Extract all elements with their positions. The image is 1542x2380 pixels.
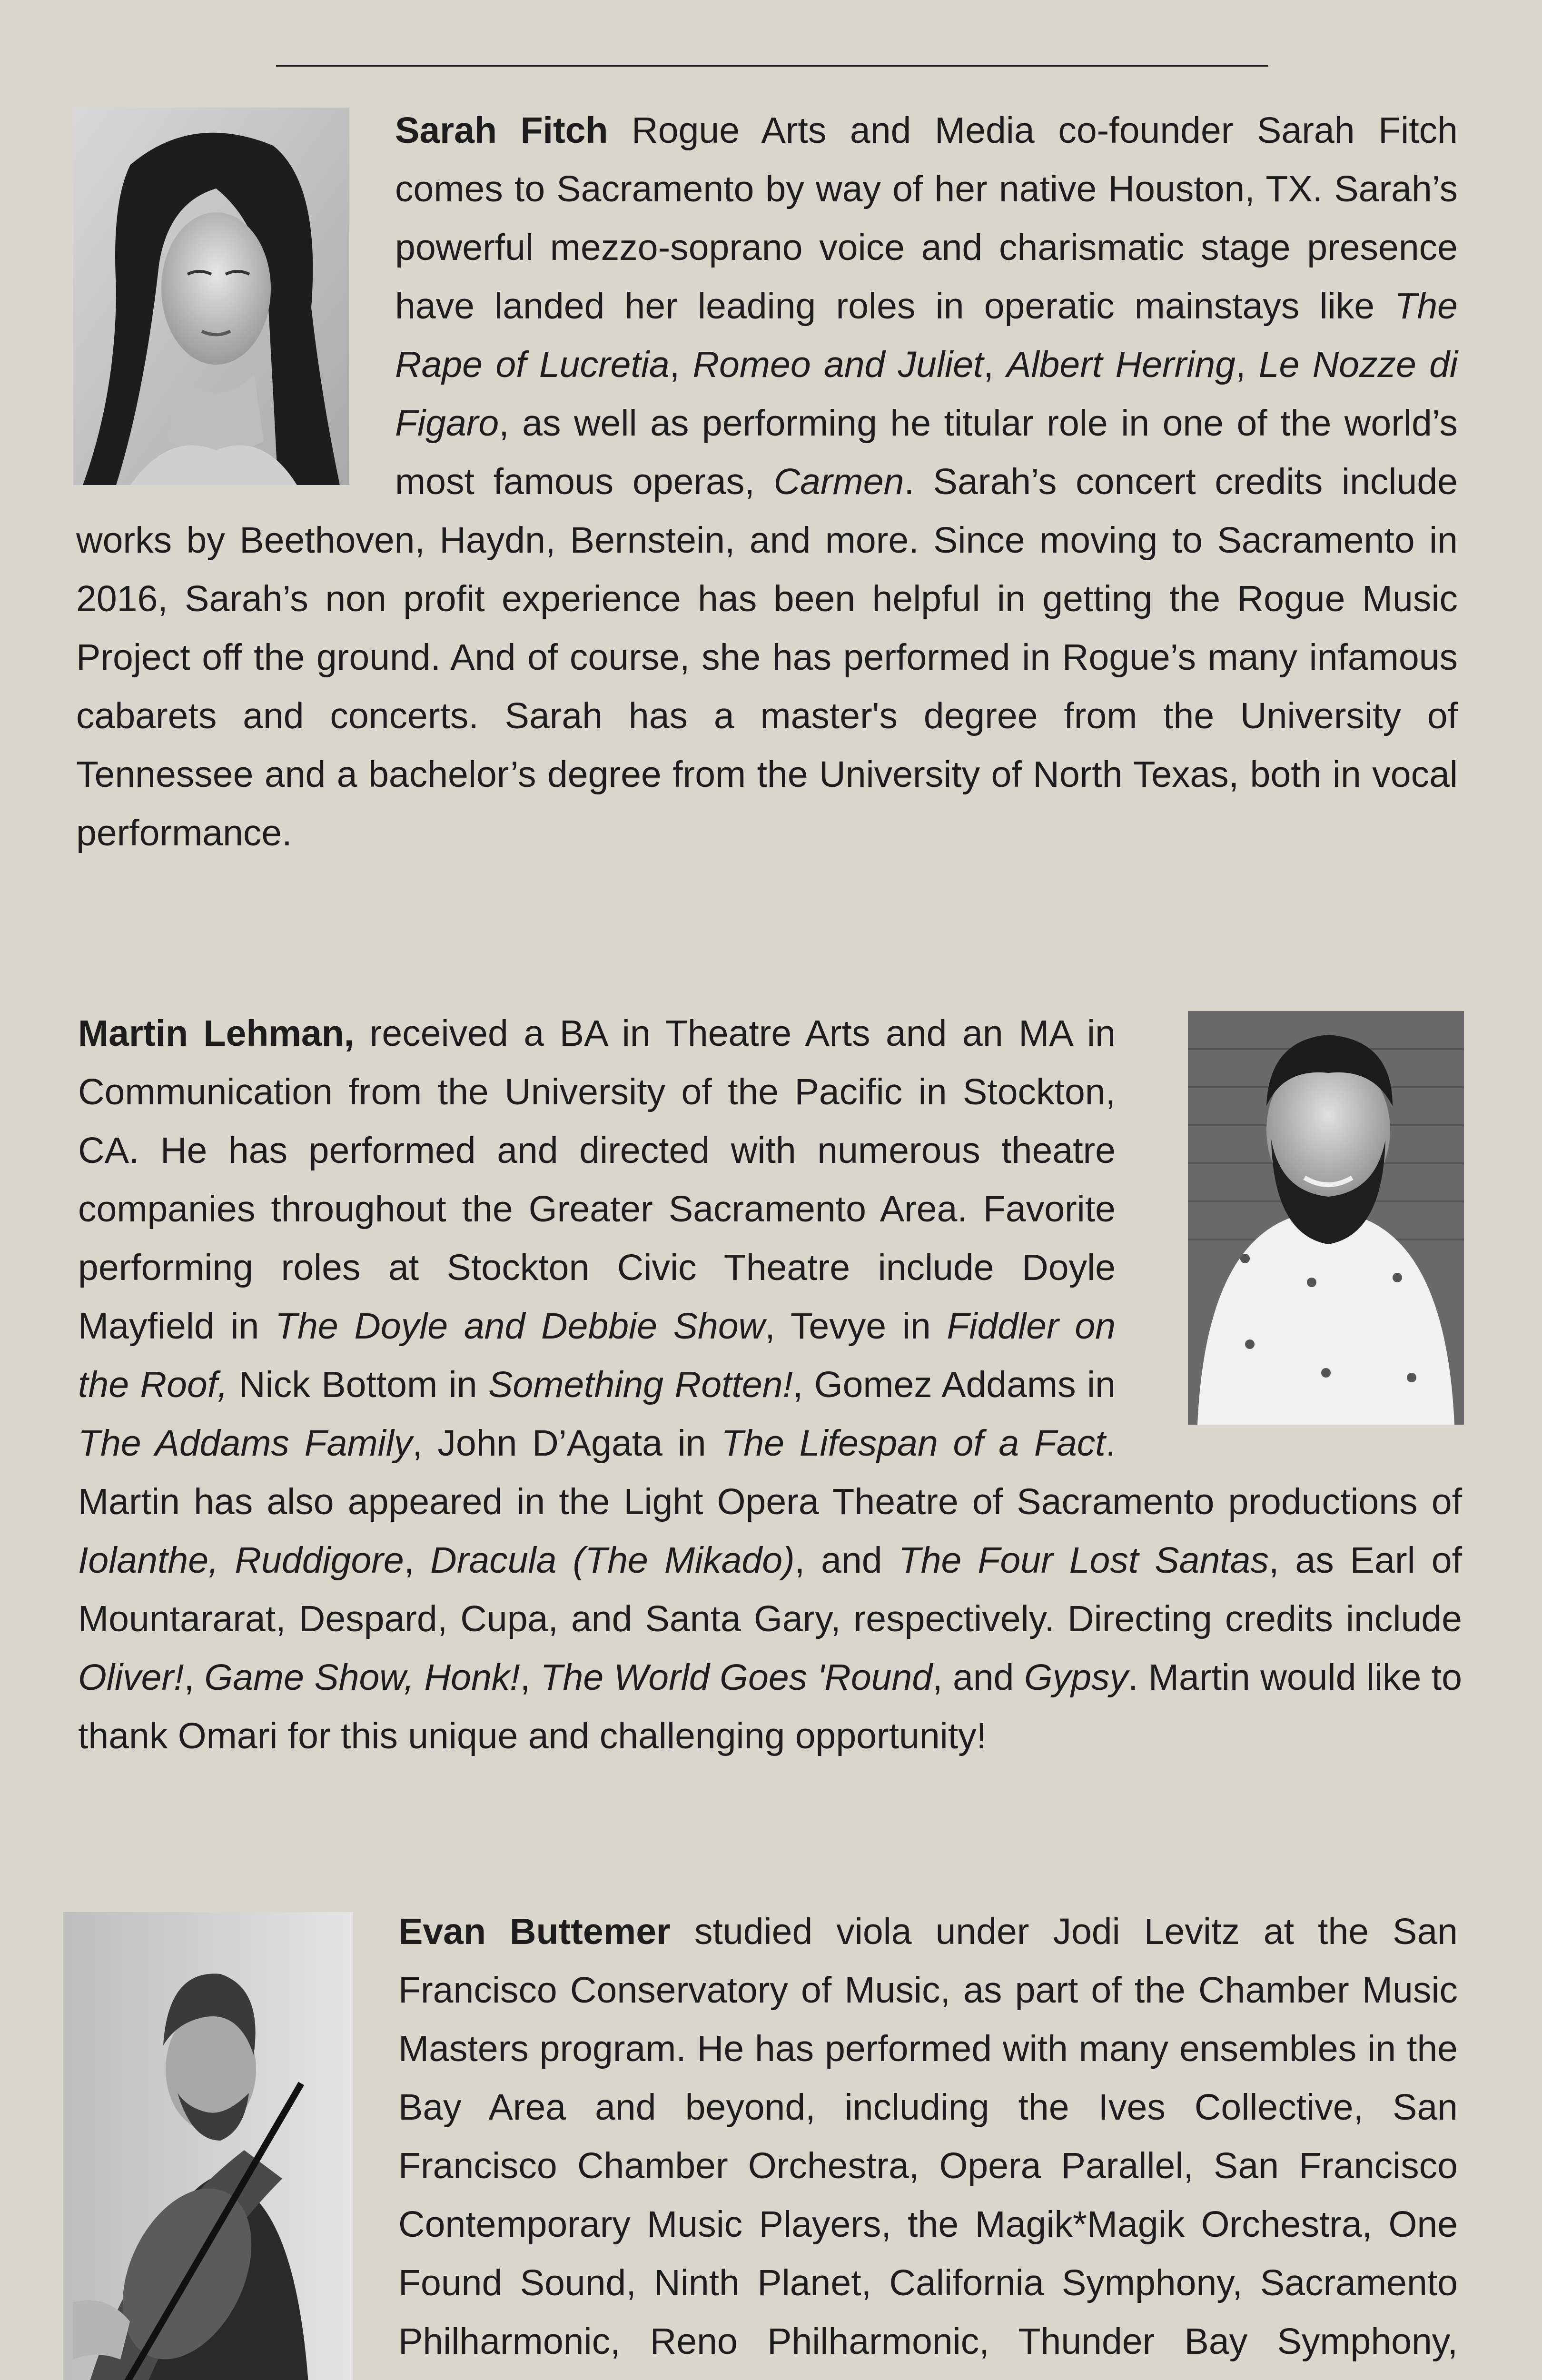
bio-text: , and <box>794 1540 899 1581</box>
bio-text: Nick Bottom in <box>227 1364 489 1405</box>
bio-text: . Martin has also appeared in the Light Opera Theatre of Sacramento productions of <box>78 1423 1462 1522</box>
evan-buttemer-photo <box>63 1912 353 2380</box>
bio-text: , as well as performing he titular role in one of the world’s most famous operas, <box>395 403 1458 502</box>
bio-text: , <box>669 344 693 385</box>
bio-text: studied viola under Jodi Levitz at the San Francisco Conservatory of Music, as part of the Chamber Music Masters program. He has performed with many ensembles in the Bay Area and beyond, including the Ives Collective, San Francisco Chamber Orchestra, Opera Parallel, San Francisco Contemporary Music Players, the Magik*Magik Orchestra, One Found Sound, Ninth Planet, California Symphony, Sacramento Philharmonic, Reno Philharmonic, Thunder Bay Symphony, <box>398 1911 1458 2362</box>
bio-title-italic: The Doyle and Debbie Show <box>275 1306 765 1347</box>
bio-text: , Tevye in <box>765 1306 947 1347</box>
top-divider-rule <box>276 65 1268 67</box>
bio-title-italic: Romeo and Juliet <box>692 344 984 385</box>
bio-title-italic: Iolanthe, Ruddigore <box>78 1540 404 1581</box>
martin-lehman-photo <box>1188 1011 1464 1425</box>
bio-title-italic: Albert Herring <box>1007 344 1236 385</box>
bio-text: , <box>1235 344 1259 385</box>
bio-title-italic: Fiddler on the Roof, <box>78 1306 1116 1405</box>
bio-title-italic: Dracula (The Mikado) <box>430 1540 795 1581</box>
bio-title-italic: Something Rotten! <box>488 1364 793 1405</box>
bio-martin-lehman <box>78 1004 1462 1765</box>
bio-text: . Martin would like to thank Omari for this unique and challenging opportunity! <box>78 1657 1462 1756</box>
bio-text: , <box>184 1657 205 1698</box>
bio-text: , <box>404 1540 431 1581</box>
bio-title-italic: The Rape of Lucretia <box>395 286 1458 385</box>
bio-title-italic: The Four Lost Santas <box>898 1540 1269 1581</box>
bio-title-italic: Oliver! <box>78 1657 184 1698</box>
bio-title-italic: Le Nozze di Figaro <box>395 344 1458 444</box>
bio-evan-buttemer <box>54 1903 1458 2380</box>
bio-title-italic: Gypsy <box>1024 1657 1128 1698</box>
bio-text: , and <box>932 1657 1024 1698</box>
bio-text: . Sarah’s concert credits include works by Beethoven, Haydn, Bernstein, and more. Since moving to Sacramento in 2016, Sarah’s non profit experience has been helpful in getting the Rogue Music Project off the ground. And of course, she has performed in Rogue’s many infamous cabarets and concerts. Sarah has a master's degree from the University of Tennessee and a bachelor’s degree from the University of North Texas, both in vocal performance. <box>76 461 1458 853</box>
bio-name: Martin Lehman, <box>78 1013 355 1054</box>
bio-text: received a BA in Theatre Arts and an MA in Communication from the University of the Pacific in Stockton, CA. He has performed and directed with numerous theatre companies throughout the Greater Sacramento Area. Favorite performing roles at Stockton Civic Theatre include Doyle Mayfield in <box>78 1013 1116 1347</box>
bio-text: , <box>520 1657 541 1698</box>
bio-sarah-fitch <box>76 101 1458 863</box>
bio-title-italic: The Lifespan of a Fact <box>721 1423 1106 1464</box>
bio-title-italic: Carmen <box>773 461 904 502</box>
bio-text: , <box>983 344 1007 385</box>
bio-text: , John D’Agata in <box>412 1423 722 1464</box>
bio-title-italic: Game Show, Honk! <box>204 1657 520 1698</box>
bio-text: Rogue Arts and Media co-founder Sarah Fitch comes to Sacramento by way of her native Houston, TX. Sarah’s powerful mezzo-soprano voice and charismatic stage presence have landed her leading roles in operatic mainstays like <box>395 110 1458 327</box>
bio-title-italic: The Addams Family <box>78 1423 413 1464</box>
sarah-fitch-photo <box>73 108 349 485</box>
bio-text: , as Earl of Mountararat, Despard, Cupa, and Santa Gary, respectively. Directing credits include <box>78 1540 1462 1639</box>
bio-title-italic: The World Goes 'Round <box>540 1657 933 1698</box>
bio-name: Sarah Fitch <box>395 110 608 151</box>
bio-text: , Gomez Addams in <box>792 1364 1116 1405</box>
bio-name: Evan Buttemer <box>398 1911 671 1952</box>
